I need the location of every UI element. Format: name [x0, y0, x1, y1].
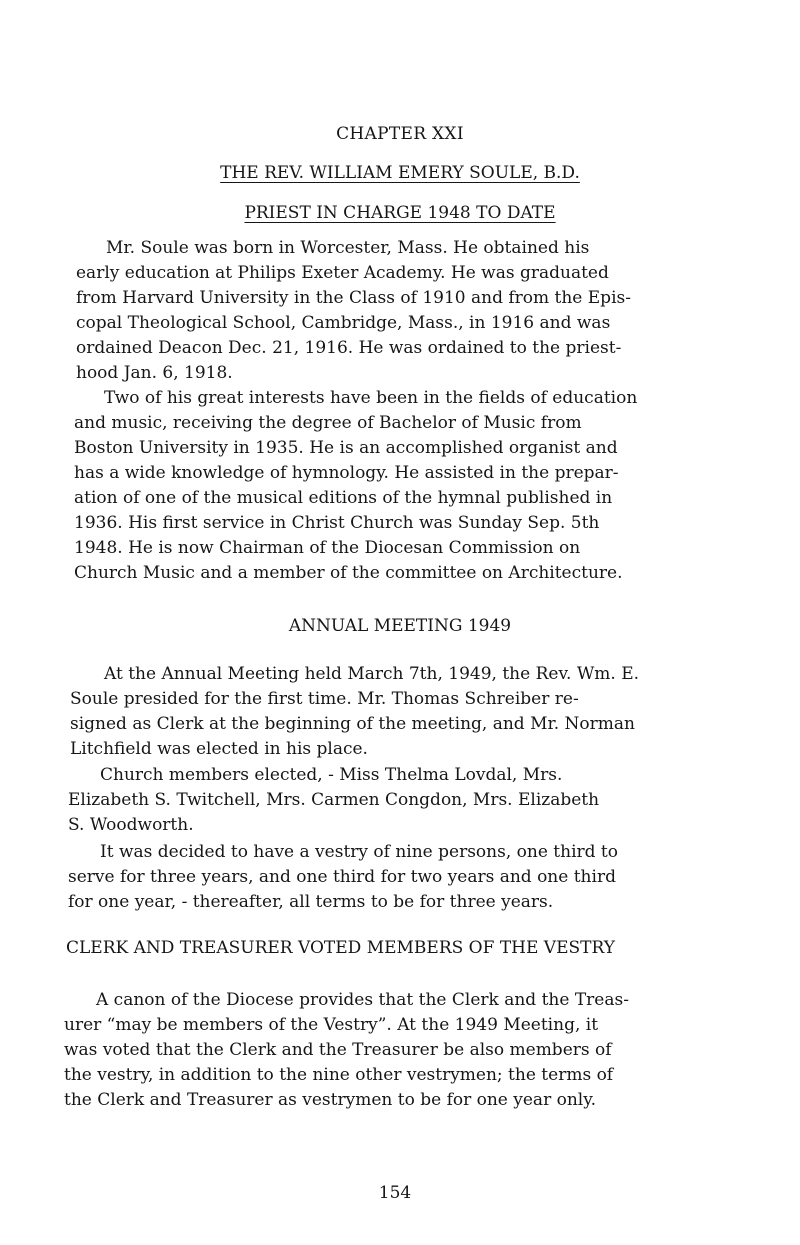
paragraph-line: S. Woodworth. [68, 815, 194, 835]
paragraph-line: 1948. He is now Chairman of the Diocesan Commission on [74, 538, 581, 558]
paragraph-line: Church Music and a member of the committee on Architecture. [74, 563, 623, 583]
paragraph-line: has a wide knowledge of hymnology. He assisted in the prepar- [74, 463, 619, 483]
paragraph-line: was voted that the Clerk and the Treasurer be also members of [64, 1040, 612, 1060]
paragraph-line: Litchfield was elected in his place. [70, 739, 368, 759]
paragraph-line: the Clerk and Treasurer as vestrymen to be for one year only. [64, 1090, 596, 1110]
page-number: 154 [378, 1183, 412, 1203]
paragraph-line: Mr. Soule was born in Worcester, Mass. He obtained his [106, 238, 590, 258]
chapter-number: CHAPTER XXI [336, 124, 464, 144]
paragraph-line: It was decided to have a vestry of nine persons, one third to [100, 842, 618, 862]
paragraph-line: Boston University in 1935. He is an accomplished organist and [74, 438, 618, 458]
paragraph-line: early education at Philips Exeter Academy. He was graduated [76, 263, 609, 283]
paragraph-line: urer “may be members of the Vestry”. At the 1949 Meeting, it [64, 1015, 599, 1035]
chapter-title-text: THE REV. WILLIAM EMERY SOULE, B.D. [220, 163, 580, 183]
paragraph-line: Two of his great interests have been in the fields of education [104, 388, 638, 408]
chapter-title [0, 163, 800, 183]
paragraph-line: ordained Deacon Dec. 21, 1916. He was ordained to the priest- [76, 338, 622, 358]
paragraph-line: Church members elected, - Miss Thelma Lovdal, Mrs. [100, 765, 563, 785]
paragraph-line: for one year, - thereafter, all terms to be for three years. [68, 892, 554, 912]
paragraph-line: Elizabeth S. Twitchell, Mrs. Carmen Congdon, Mrs. Elizabeth [68, 790, 600, 810]
paragraph-line: At the Annual Meeting held March 7th, 1949, the Rev. Wm. E. [104, 664, 640, 684]
paragraph-line: the vestry, in addition to the nine other vestrymen; the terms of [64, 1065, 614, 1085]
paragraph-line: 1936. His first service in Christ Church was Sunday Sep. 5th [74, 513, 600, 533]
paragraph-line: and music, receiving the degree of Bachelor of Music from [74, 413, 582, 433]
paragraph-line: serve for three years, and one third for two years and one third [68, 867, 616, 887]
paragraph-line: ation of one of the musical editions of the hymnal published in [74, 488, 613, 508]
chapter-subtitle [0, 203, 800, 223]
chapter-subtitle-text: PRIEST IN CHARGE 1948 TO DATE [244, 203, 556, 223]
annual-meeting-heading: ANNUAL MEETING 1949 [288, 616, 512, 636]
clerk-treasurer-heading: CLERK AND TREASURER VOTED MEMBERS OF THE VESTRY [66, 938, 615, 958]
paragraph-line: copal Theological School, Cambridge, Mass., in 1916 and was [76, 313, 611, 333]
paragraph-line: from Harvard University in the Class of 1910 and from the Epis- [76, 288, 631, 308]
paragraph-line: signed as Clerk at the beginning of the meeting, and Mr. Norman [70, 714, 635, 734]
paragraph-line: A canon of the Diocese provides that the Clerk and the Treas- [96, 990, 629, 1010]
paragraph-line: hood Jan. 6, 1918. [76, 363, 233, 383]
paragraph-line: Soule presided for the first time. Mr. Thomas Schreiber re- [70, 689, 579, 709]
